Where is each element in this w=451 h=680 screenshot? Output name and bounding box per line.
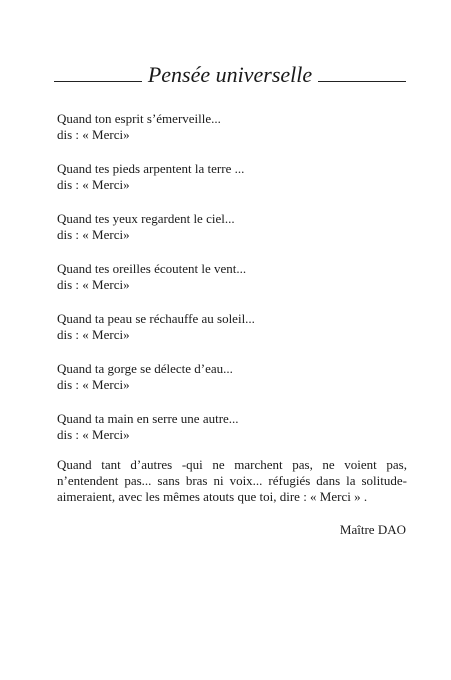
stanza-refrain: dis : « Merci» [57,127,130,142]
stanza [57,261,407,311]
stanza [57,311,407,361]
stanza-refrain: dis : « Merci» [57,227,130,242]
stanza-refrain: dis : « Merci» [57,427,130,442]
stanza-line: Quand ta peau se réchauffe au soleil... [57,311,255,326]
stanza-line: Quand tes yeux regardent le ciel... [57,211,235,226]
stanza [57,361,407,411]
author-signature: Maître DAO [339,522,406,537]
stanza-line: Quand ta gorge se délecte d’eau... [57,361,233,376]
poem-stanzas [57,111,407,461]
stanza-line: Quand tes pieds arpentent la terre ... [57,161,245,176]
title-row [54,58,406,88]
stanza-line: Quand ton esprit s’émerveille... [57,111,221,126]
stanza-refrain: dis : « Merci» [57,177,130,192]
page-title: Pensée universelle [147,62,313,87]
stanza-refrain: dis : « Merci» [57,377,130,392]
final-paragraph: Quand tant d’autres -qui ne marchent pas, ne voient pas, n’entendent pas... sans bras ni voix... réfugiés dans la solitude- aimeraient, avec les mêmes atouts que toi, dire : « Merci » . [57,457,407,504]
title-rule-left [54,81,142,82]
stanza [57,111,407,161]
stanza-refrain: dis : « Merci» [57,277,130,292]
title-rule-right [318,81,406,82]
stanza-line: Quand ta main en serre une autre... [57,411,239,426]
stanza [57,411,407,461]
stanza [57,211,407,261]
stanza [57,161,407,211]
stanza-line: Quand tes oreilles écoutent le vent... [57,261,247,276]
stanza-refrain: dis : « Merci» [57,327,130,342]
